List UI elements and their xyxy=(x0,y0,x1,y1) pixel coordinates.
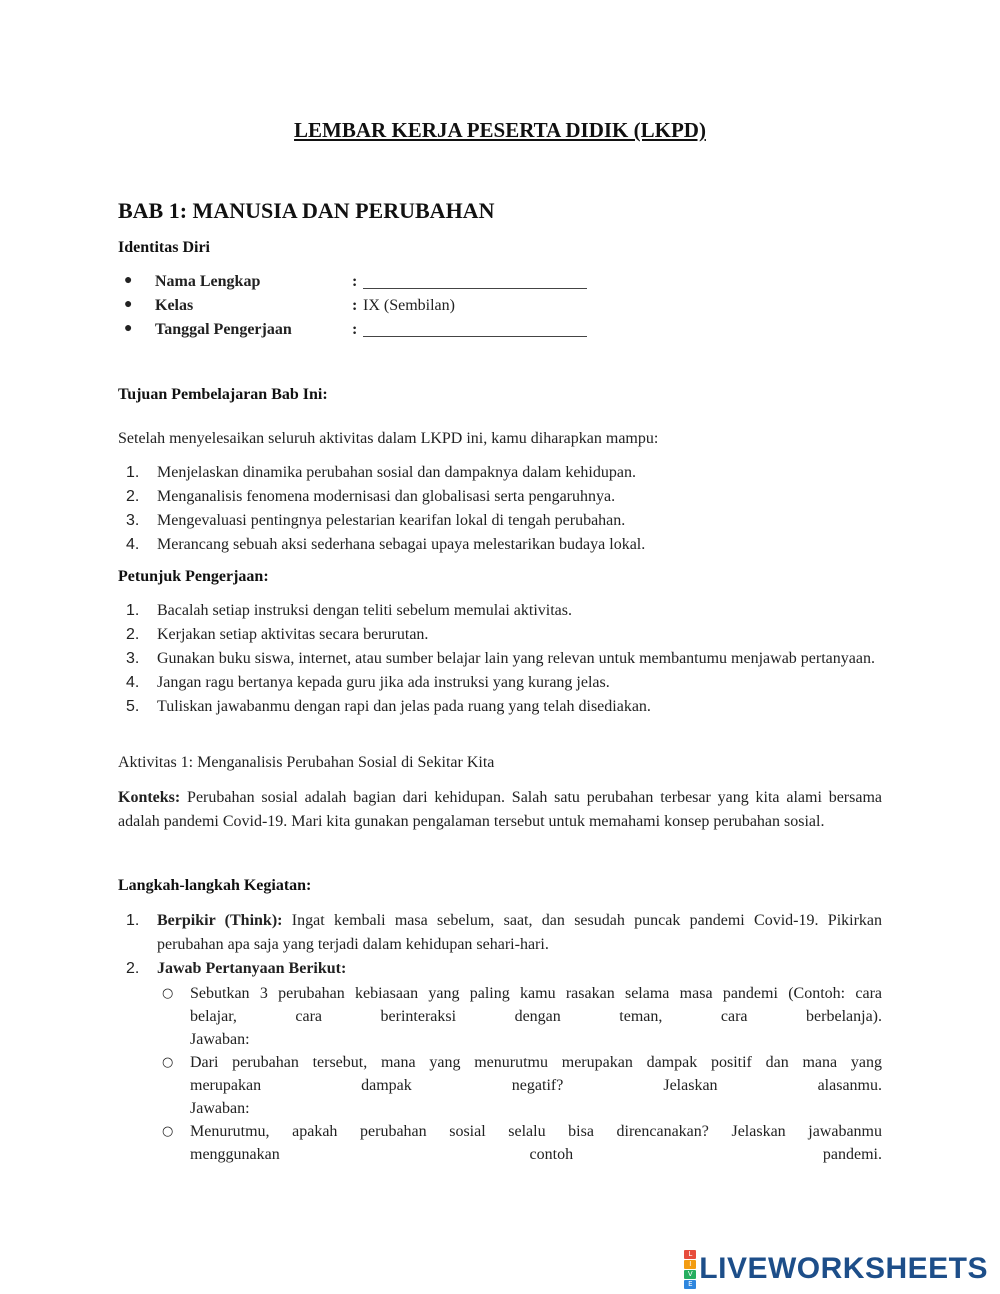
question-item: ○ Sebutkan 3 perubahan kebiasaan yang paling kamu rasakan selama masa pandemi (Contoh: cara belajar, cara berinteraksi dengan teman, cara berbelanja). Jawaban: xyxy=(157,982,882,1051)
list-item: 1. Menjelaskan dinamika perubahan sosial dan dampaknya dalam kehidupan. xyxy=(126,464,636,481)
question-item: ○ Dari perubahan tersebut, mana yang menurutmu merupakan dampak positif dan mana yang merupakan dampak negatif? Jelaskan alasanmu. Jawaban: xyxy=(157,1051,882,1120)
identity-colon: : xyxy=(352,321,358,338)
activity-title: Aktivitas 1: Menganalisis Perubahan Sosial di Sekitar Kita xyxy=(118,754,495,771)
list-item: 4. Jangan ragu bertanya kepada guru jika ada instruksi yang kurang jelas. xyxy=(126,674,610,691)
chapter-heading: BAB 1: MANUSIA DAN PERUBAHAN xyxy=(118,198,495,223)
answer-label[interactable]: Jawaban: xyxy=(190,1031,250,1048)
bullet: ● xyxy=(124,273,133,288)
instructions-list xyxy=(118,599,882,719)
list-item: 3. Gunakan buku siswa, internet, atau sumber belajar lain yang relevan untuk membantumu menjawab pertanyaan. xyxy=(126,650,875,667)
answer-label[interactable]: Jawaban: xyxy=(190,1100,250,1117)
date-answer-blank[interactable] xyxy=(363,321,587,337)
goals-intro: Setelah menyelesaikan seluruh aktivitas dalam LKPD ini, kamu diharapkan mampu: xyxy=(118,430,659,447)
bullet: ● xyxy=(124,297,133,312)
list-item: 3. Mengevaluasi pentingnya pelestarian kearifan lokal di tengah perubahan. xyxy=(126,512,626,529)
list-item: 2. Kerjakan setiap aktivitas secara berurutan. xyxy=(126,626,429,643)
steps-list xyxy=(118,909,882,1166)
question-item: ○ Menurutmu, apakah perubahan sosial selalu bisa direncanakan? Jelaskan jawabanmu menggunakan contoh pandemi. xyxy=(162,1123,882,1163)
name-answer-blank[interactable] xyxy=(363,273,587,289)
identity-label: Nama Lengkap xyxy=(155,273,261,290)
list-item: 2. Jawab Pertanyaan Berikut: ○ Sebutkan 3 perubahan kebiasaan yang paling kamu rasakan selama masa pandemi (Contoh: cara belajar, cara berinteraksi dengan teman, cara berbelanja). Jawaban: ○ Dari perubahan tersebut, mana yang menurutmu merupakan dampak positif dan mana yang merupakan dampak negatif? Jelaskan alasanmu. Jawaban: ○ Menurutmu, apakah perubahan sosial selalu bisa direncanakan? Jelaskan jawabanmu menggunakan contoh pandemi. xyxy=(118,957,882,1166)
step-label: Berpikir (Think): xyxy=(157,912,283,929)
worksheet-title: LEMBAR KERJA PESERTA DIDIK (LKPD) xyxy=(294,118,706,142)
list-item: 2. Menganalisis fenomena modernisasi dan globalisasi serta pengaruhnya. xyxy=(126,488,616,505)
instructions-heading: Petunjuk Pengerjaan: xyxy=(118,568,269,585)
identity-row-class xyxy=(118,297,678,319)
bullet: ● xyxy=(124,321,133,336)
list-item: 1. Bacalah setiap instruksi dengan teliti sebelum memulai aktivitas. xyxy=(126,602,573,619)
context-label: Konteks: xyxy=(118,789,181,806)
goals-heading: Tujuan Pembelajaran Bab Ini: xyxy=(118,386,328,403)
identity-colon: : xyxy=(352,273,358,290)
step-label: Jawab Pertanyaan Berikut: xyxy=(157,960,347,977)
goals-list xyxy=(118,461,882,557)
steps-heading: Langkah-langkah Kegiatan: xyxy=(118,877,312,894)
list-item: 1. Berpikir (Think): Ingat kembali masa sebelum, saat, dan sesudah puncak pandemi Covid-19. Pikirkan perubahan apa saja yang terjadi dalam kehidupan sehari-hari. xyxy=(126,912,883,953)
step-text: Ingat kembali masa sebelum, saat, dan sesudah puncak pandemi Covid-19. Pikirkan perubahan apa saja yang terjadi dalam kehidupan sehari-hari. xyxy=(157,912,883,953)
logo-mark: L I V E xyxy=(684,1249,696,1289)
identity-row-name xyxy=(118,273,678,295)
identity-label: Kelas xyxy=(155,297,194,314)
identity-heading: Identitas Diri xyxy=(118,239,210,256)
identity-row-date xyxy=(118,321,678,343)
context-paragraph xyxy=(118,786,882,834)
identity-colon: : xyxy=(352,297,358,314)
context-text: Perubahan sosial adalah bagian dari kehidupan. Salah satu perubahan terbesar yang kita alami bersama adalah pandemi Covid-19. Mari kita gunakan pengalaman tersebut untuk memahami konsep perubahan sosial. xyxy=(118,789,883,830)
liveworksheets-logo xyxy=(684,1249,988,1288)
list-item: 4. Merancang sebuah aksi sederhana sebagai upaya melestarikan budaya lokal. xyxy=(126,536,646,553)
identity-label: Tanggal Pengerjaan xyxy=(155,321,292,338)
logo-text: LIVEWORKSHEETS xyxy=(699,1252,988,1285)
list-item: 5. Tuliskan jawabanmu dengan rapi dan jelas pada ruang yang telah disediakan. xyxy=(126,698,651,715)
class-value: IX (Sembilan) xyxy=(363,297,455,314)
